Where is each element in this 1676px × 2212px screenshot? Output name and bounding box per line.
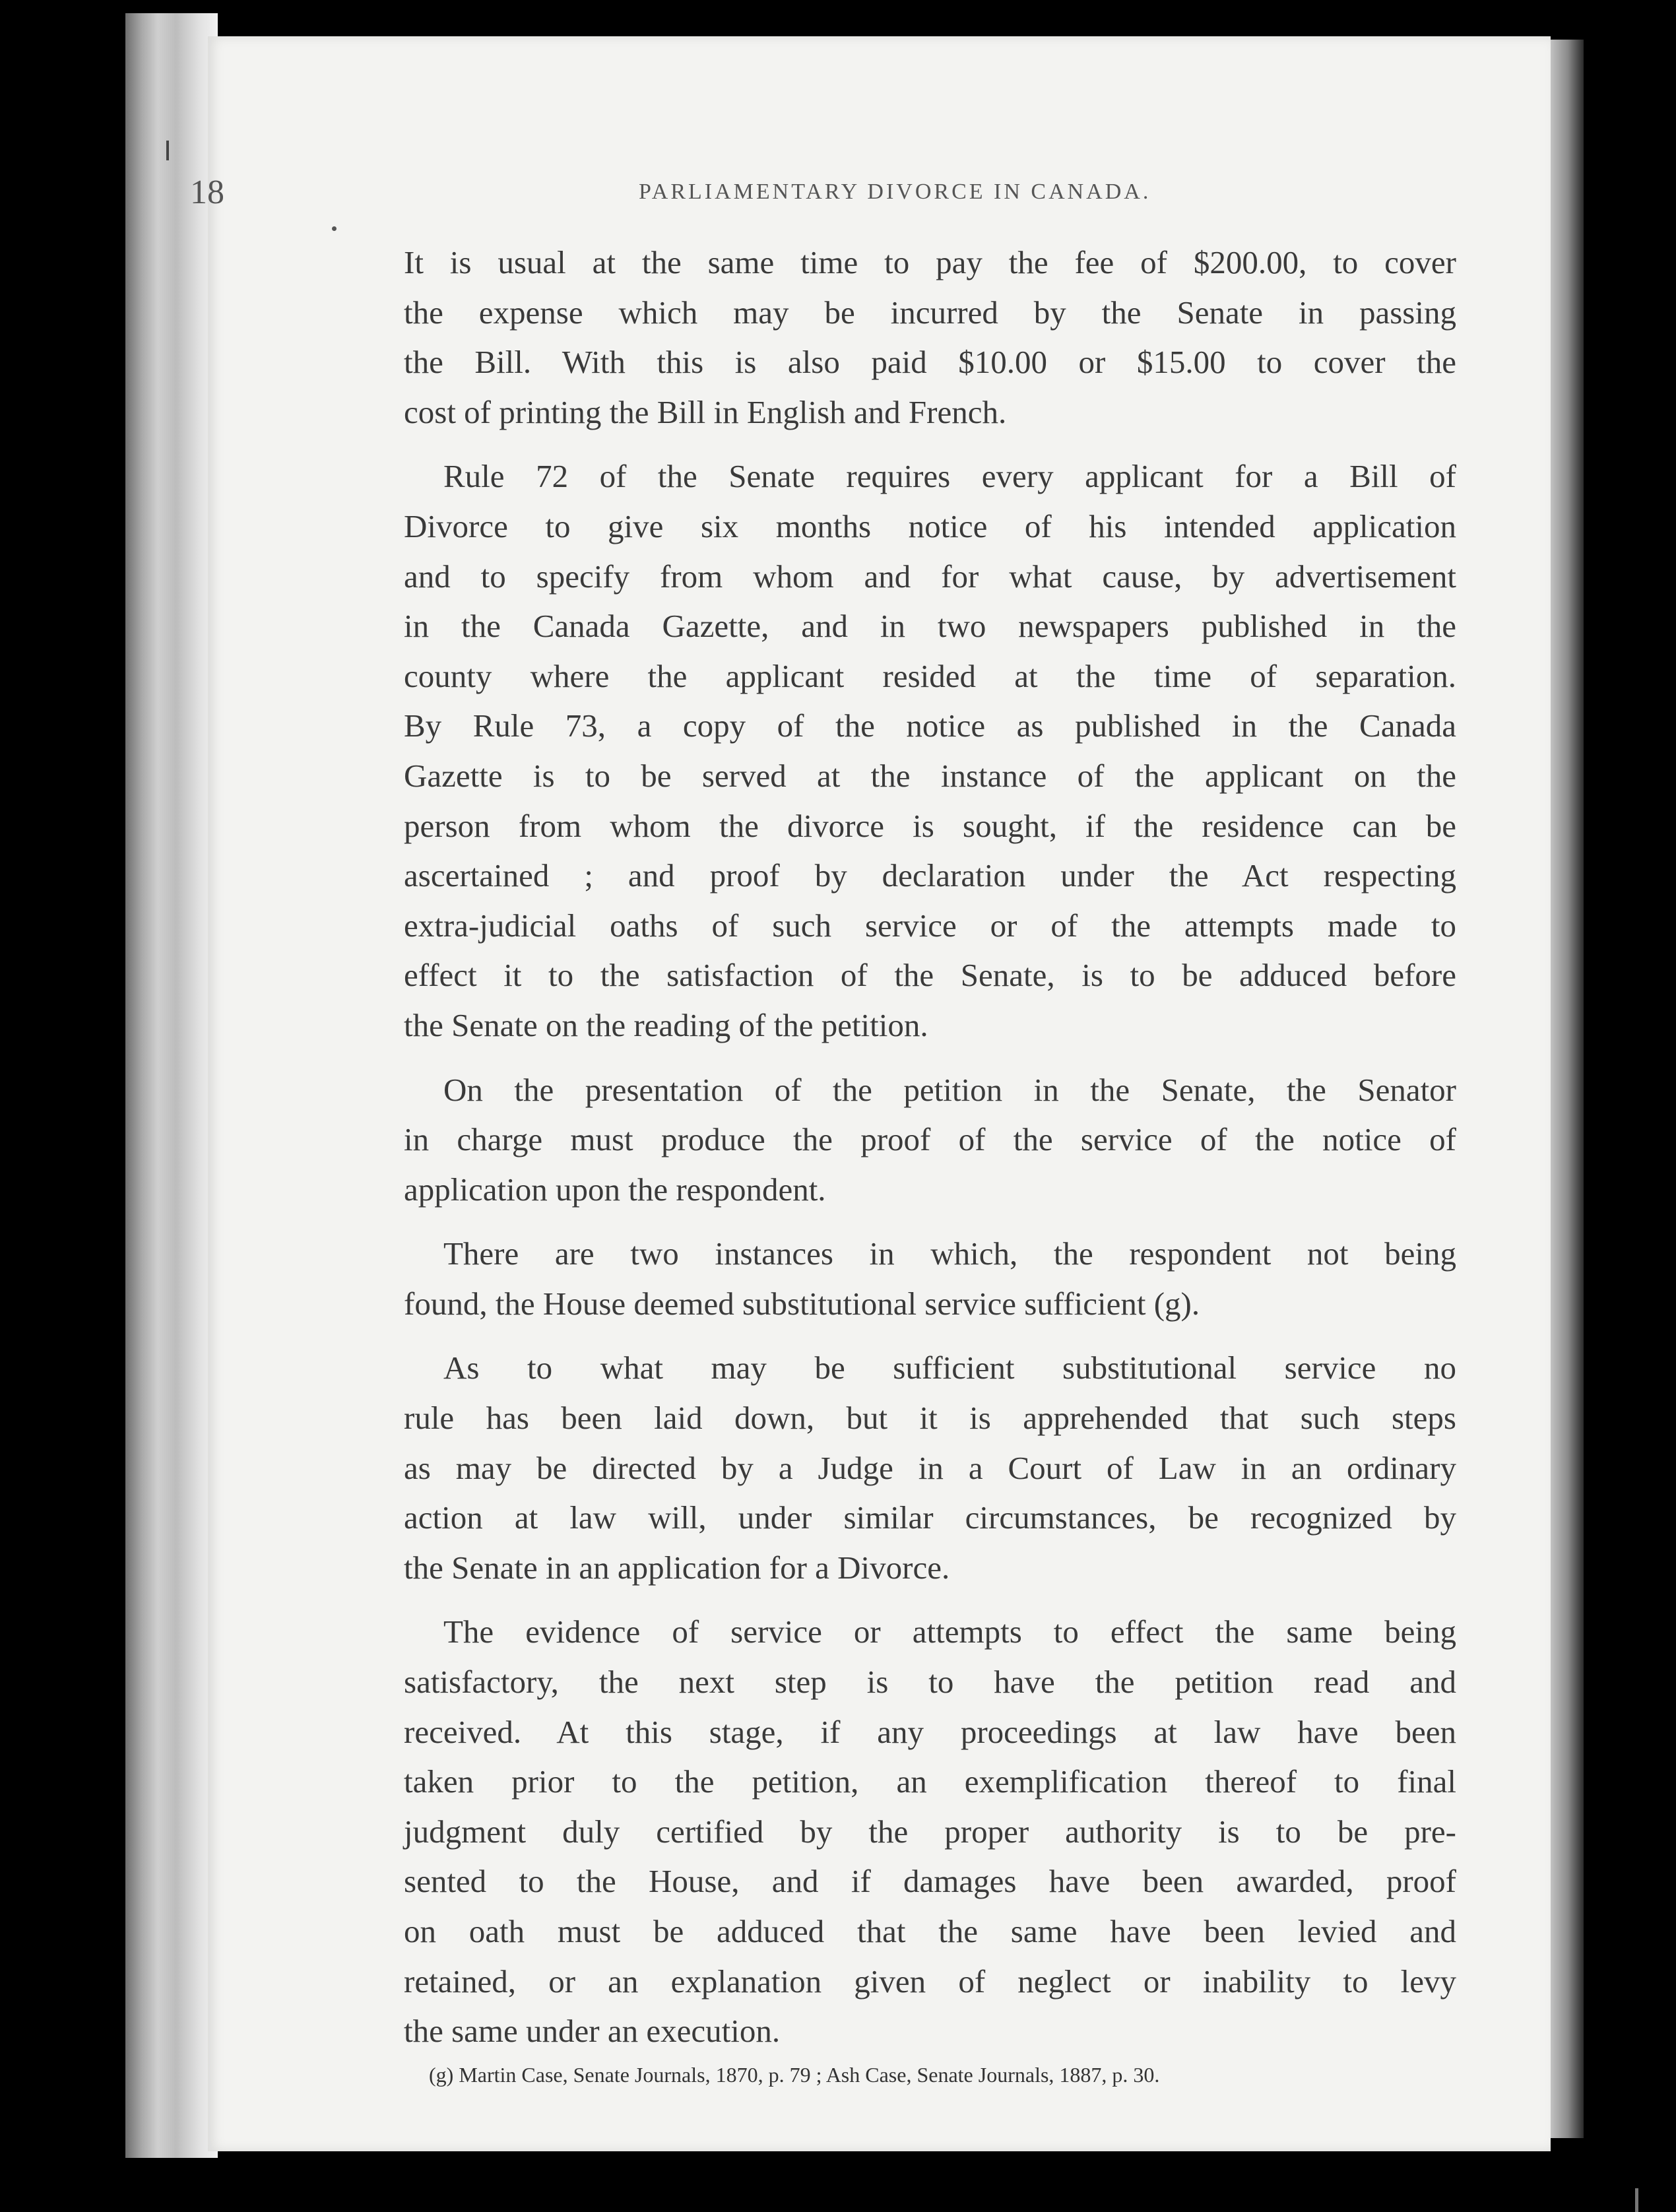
text-line: judgment duly certified by the proper authority is to be pre- [404,1813,1456,1850]
text-line: the Bill. With this is also paid $10.00 or $15.00 to cover the [404,344,1456,381]
text-line: ascertained ; and proof by declaration under the Act respecting [404,857,1456,894]
text-line: in the Canada Gazette, and in two newspapers published in the [404,608,1456,645]
text-line: satisfactory, the next step is to have the petition read and [404,1664,1456,1701]
text-line: taken prior to the petition, an exemplification thereof to final [404,1763,1456,1800]
text-line: on oath must be adduced that the same have been levied and [404,1913,1456,1949]
text-line: the Senate in an application for a Divorce. [404,1549,950,1586]
running-title: PARLIAMENTARY DIVORCE IN CANADA. [639,179,1151,204]
page-number: 18 [190,174,224,211]
text-line: The evidence of service or attempts to effect the same being [443,1613,1456,1650]
text-line: As to what may be sufficient substitutional service no [443,1350,1456,1386]
text-line: application upon the respondent. [404,1171,826,1208]
paragraph [404,238,1456,437]
page-header [190,173,1457,226]
edge-mark [166,141,169,160]
body-text [404,238,1456,2056]
text-line: action at law will, under similar circumstances, be recognized by [404,1499,1456,1536]
text-line: in charge must produce the proof of the service of the notice of [404,1121,1456,1158]
text-line: By Rule 73, a copy of the notice as published in the Canada [404,707,1456,744]
paragraph [404,1229,1456,1328]
text-line: received. At this stage, if any proceedings at law have been [404,1713,1456,1750]
text-line: On the presentation of the petition in the Senate, the Senator [443,1071,1456,1108]
text-line: cost of printing the Bill in English and French. [404,393,1007,430]
paragraph [404,451,1456,1050]
text-line: Rule 72 of the Senate requires every applicant for a Bill of [443,458,1456,495]
text-line: the same under an execution. [404,2013,781,2050]
text-line: It is usual at the same time to pay the fee of $200.00, to cover [404,244,1456,280]
text-line: Gazette is to be served at the instance of the applicant on the [404,757,1456,794]
text-line: effect it to the satisfaction of the Senate, is to be adduced before [404,957,1456,994]
text-line: county where the applicant resided at the time of separation. [404,657,1456,694]
text-line: as may be directed by a Judge in a Court of Law in an ordinary [404,1449,1456,1486]
paragraph [404,1065,1456,1215]
paragraph [404,1343,1456,1592]
book-fore-edge [125,13,218,2158]
text-line: person from whom the divorce is sought, if the residence can be [404,807,1456,844]
text-line: the Senate on the reading of the petition. [404,1006,928,1043]
text-line: retained, or an explanation given of neglect or inability to levy [404,1963,1456,2000]
text-line: sented to the House, and if damages have been awarded, proof [404,1863,1456,1900]
text-line: Divorce to give six months notice of his intended application [404,507,1456,544]
text-line: the expense which may be incurred by the Senate in passing [404,294,1456,331]
text-line: found, the House deemed substitutional service sufficient (g). [404,1285,1200,1322]
footnote: (g) Martin Case, Senate Journals, 1870, p. 79 ; Ash Case, Senate Journals, 1887, p. 30. [429,2063,1160,2087]
text-line: extra-judicial oaths of such service or of the attempts made to [404,907,1456,944]
edge-mark [332,226,337,231]
text-line: There are two instances in which, the respondent not being [443,1235,1456,1272]
paragraph [404,1607,1456,2056]
text-line: rule has been laid down, but it is apprehended that such steps [404,1400,1456,1437]
text-line: and to specify from whom and for what cause, by advertisement [404,558,1456,595]
edge-mark [1635,2188,1638,2212]
